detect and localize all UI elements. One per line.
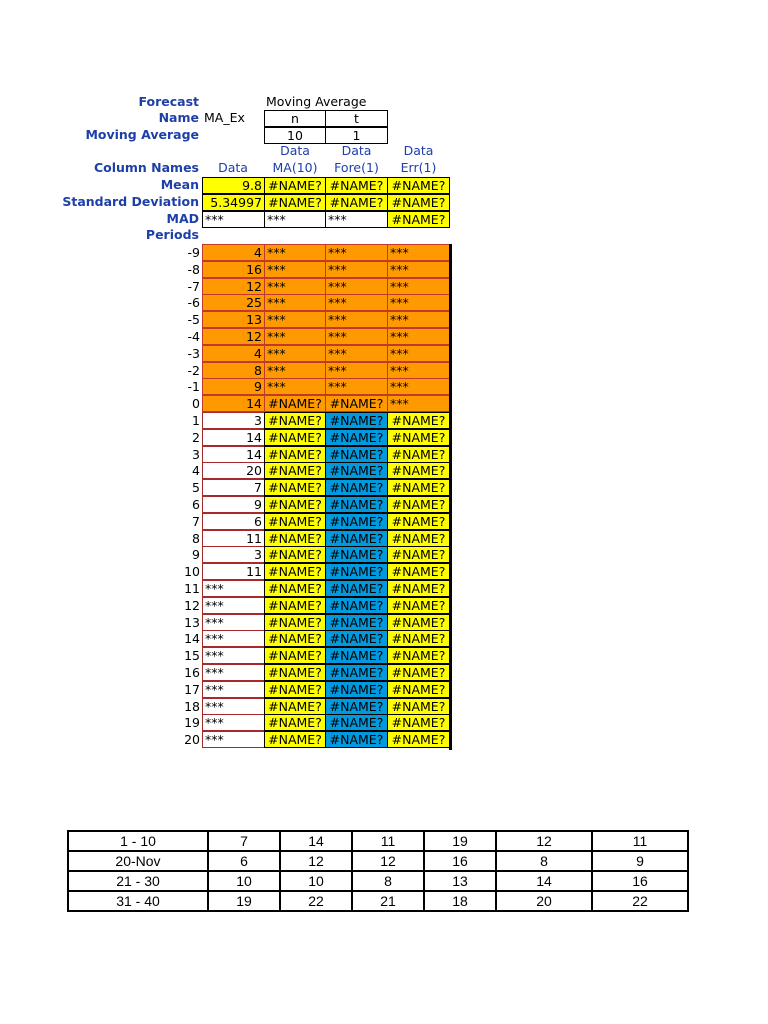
grid-cell[interactable]: #NAME? [264, 647, 326, 664]
table-cell[interactable]: 31 - 40 [68, 891, 208, 911]
table-cell[interactable]: 21 [352, 891, 424, 911]
grid-cell[interactable]: *** [202, 664, 265, 681]
grid-cell[interactable]: #NAME? [264, 513, 326, 530]
grid-cell[interactable]: #NAME? [325, 614, 388, 631]
period-number: -7 [187, 278, 200, 294]
grid-cell[interactable]: *** [264, 345, 326, 362]
table-cell[interactable]: 10 [280, 871, 352, 891]
period-number: 5 [192, 480, 200, 496]
grid-cell[interactable]: #NAME? [264, 731, 326, 748]
table-cell[interactable]: 14 [280, 831, 352, 851]
t-header: t [325, 110, 388, 127]
grid-cell[interactable]: *** [387, 328, 450, 345]
stat-cell[interactable]: #NAME? [264, 194, 326, 211]
grid-cell[interactable]: *** [387, 311, 450, 328]
col-header-ma: MA(10) [272, 160, 318, 175]
grid-cell[interactable]: *** [387, 362, 450, 379]
table-cell[interactable]: 6 [208, 851, 280, 871]
grid-cell[interactable]: #NAME? [387, 731, 450, 748]
period-number: 7 [192, 513, 200, 529]
grid-cell[interactable]: 12 [202, 328, 265, 345]
grid-cell[interactable]: #NAME? [325, 563, 388, 580]
grid-cell[interactable]: *** [325, 378, 388, 395]
moving-average-label: Moving Average [85, 127, 199, 142]
grid-cell[interactable]: #NAME? [325, 664, 388, 681]
grid-cell[interactable]: #NAME? [387, 513, 450, 530]
grid-cell[interactable]: *** [387, 261, 450, 278]
grid-cell[interactable]: #NAME? [264, 714, 326, 731]
grid-cell[interactable]: *** [325, 244, 388, 261]
grid-cell[interactable]: 7 [202, 479, 265, 496]
grid-cell[interactable]: *** [264, 244, 326, 261]
grid-cell[interactable]: #NAME? [325, 681, 388, 698]
grid-cell[interactable]: #NAME? [387, 614, 450, 631]
grid-cell[interactable]: *** [202, 698, 265, 715]
period-number: -3 [187, 345, 200, 361]
period-number: 3 [192, 446, 200, 462]
grid-cell[interactable]: 14 [202, 429, 265, 446]
period-number: 4 [192, 463, 200, 479]
stat-label: MAD [166, 211, 199, 226]
grid-cell[interactable]: *** [387, 244, 450, 261]
grid-cell[interactable]: *** [387, 395, 450, 412]
table-cell[interactable]: 11 [352, 831, 424, 851]
grid-cell[interactable]: *** [325, 261, 388, 278]
period-number: 0 [192, 396, 200, 412]
grid-cell[interactable]: #NAME? [325, 429, 388, 446]
table-cell[interactable]: 22 [592, 891, 688, 911]
grid-cell[interactable]: *** [202, 614, 265, 631]
grid-cell[interactable]: *** [264, 328, 326, 345]
grid-cell[interactable]: *** [325, 345, 388, 362]
period-number: 14 [184, 631, 200, 647]
table-cell[interactable]: 19 [424, 831, 496, 851]
grid-cell[interactable]: #NAME? [264, 530, 326, 547]
grid-cell[interactable]: #NAME? [264, 462, 326, 479]
grid-cell[interactable]: 14 [202, 395, 265, 412]
grid-cell[interactable]: #NAME? [325, 395, 388, 412]
grid-cell[interactable]: *** [387, 378, 450, 395]
grid-cell[interactable]: #NAME? [325, 496, 388, 513]
col-header-fore: Fore(1) [334, 160, 379, 175]
grid-cell[interactable]: *** [325, 362, 388, 379]
grid-cell[interactable]: #NAME? [325, 647, 388, 664]
grid-cell[interactable]: *** [202, 714, 265, 731]
grid-cell[interactable]: #NAME? [325, 479, 388, 496]
stat-cell[interactable]: 5.34997 [202, 194, 265, 211]
periods-label: Periods [145, 227, 199, 242]
grid-cell[interactable]: #NAME? [325, 630, 388, 647]
grid-cell[interactable]: 4 [202, 244, 265, 261]
grid-cell[interactable]: *** [264, 294, 326, 311]
period-number: 11 [184, 581, 200, 596]
table-row [68, 831, 688, 851]
grid-cell[interactable]: 25 [202, 294, 265, 311]
grid-cell[interactable]: *** [387, 345, 450, 362]
column-names-label: Column Names [93, 160, 199, 175]
grid-cell[interactable]: #NAME? [387, 412, 450, 429]
col-header-ma-line1: Data [280, 143, 310, 158]
grid-cell[interactable]: #NAME? [325, 462, 388, 479]
grid-cell[interactable]: #NAME? [387, 446, 450, 463]
stat-cell[interactable]: 9.8 [202, 177, 265, 194]
grid-cell[interactable]: 12 [202, 278, 265, 295]
grid-cell[interactable]: #NAME? [264, 664, 326, 681]
n-header: n [264, 110, 326, 127]
table-cell[interactable]: 20-Nov [68, 851, 208, 871]
table-cell[interactable]: 10 [208, 871, 280, 891]
table-cell[interactable]: 11 [592, 831, 688, 851]
period-number: 19 [184, 715, 200, 731]
period-number: 16 [184, 665, 200, 680]
grid-cell[interactable]: #NAME? [387, 681, 450, 698]
data-table [67, 830, 689, 912]
stat-cell[interactable]: #NAME? [325, 177, 388, 194]
grid-cell[interactable]: #NAME? [387, 664, 450, 681]
period-number: -1 [187, 379, 200, 395]
grid-cell[interactable]: 4 [202, 345, 265, 362]
grid-cell[interactable]: #NAME? [387, 580, 450, 597]
period-number: 2 [192, 429, 200, 445]
period-number: 10 [184, 564, 200, 580]
stat-cell[interactable]: #NAME? [387, 177, 450, 194]
stat-cell[interactable]: #NAME? [387, 194, 450, 211]
table-cell[interactable]: 18 [424, 891, 496, 911]
table-cell[interactable]: 16 [424, 851, 496, 871]
grid-cell[interactable]: *** [202, 597, 265, 614]
period-number: -6 [187, 295, 200, 311]
period-number: -8 [187, 261, 200, 277]
grid-cell[interactable]: 20 [202, 462, 265, 479]
grid-cell[interactable]: #NAME? [387, 698, 450, 715]
grid-cell[interactable]: #NAME? [264, 496, 326, 513]
grid-cell[interactable]: #NAME? [264, 630, 326, 647]
stat-cell[interactable]: *** [325, 211, 388, 228]
period-number: 15 [184, 648, 200, 664]
period-number: 1 [192, 413, 200, 428]
grid-cell[interactable]: *** [202, 630, 265, 647]
n-value[interactable]: 10 [264, 127, 326, 144]
stat-label: Standard Deviation [62, 194, 199, 209]
grid-cell[interactable]: #NAME? [387, 546, 450, 563]
grid-cell[interactable]: *** [325, 294, 388, 311]
grid-cell[interactable]: #NAME? [264, 446, 326, 463]
grid-cell[interactable]: #NAME? [264, 597, 326, 614]
grid-cell[interactable]: *** [264, 278, 326, 295]
grid-cell[interactable]: #NAME? [325, 546, 388, 563]
grid-cell[interactable]: #NAME? [387, 496, 450, 513]
table-cell[interactable]: 12 [496, 831, 592, 851]
stat-cell[interactable]: *** [264, 211, 326, 228]
grid-cell[interactable]: #NAME? [387, 563, 450, 580]
period-number: 20 [184, 732, 200, 748]
period-number: -2 [187, 362, 200, 378]
grid-right-border [449, 244, 452, 750]
grid-cell[interactable]: #NAME? [387, 597, 450, 614]
grid-cell[interactable]: 14 [202, 446, 265, 463]
grid-cell[interactable]: #NAME? [264, 698, 326, 715]
grid-cell[interactable]: #NAME? [264, 395, 326, 412]
table-cell[interactable]: 7 [208, 831, 280, 851]
grid-cell[interactable]: #NAME? [264, 429, 326, 446]
stat-cell[interactable]: *** [202, 211, 265, 228]
grid-cell[interactable]: #NAME? [264, 563, 326, 580]
name-value[interactable]: MA_Ex [204, 110, 245, 125]
grid-cell[interactable]: #NAME? [264, 681, 326, 698]
grid-cell[interactable]: #NAME? [264, 546, 326, 563]
stat-cell[interactable]: #NAME? [387, 211, 450, 228]
grid-cell[interactable]: 11 [202, 530, 265, 547]
col-header-fore-line1: Data [341, 143, 372, 158]
grid-cell[interactable]: *** [325, 328, 388, 345]
grid-cell[interactable]: #NAME? [325, 412, 388, 429]
table-row [68, 851, 688, 871]
table-cell[interactable]: 1 - 10 [68, 831, 208, 851]
grid-cell[interactable]: #NAME? [264, 412, 326, 429]
grid-cell[interactable]: 9 [202, 378, 265, 395]
grid-cell[interactable]: 3 [202, 412, 265, 429]
col-header-err-line1: Data [403, 143, 434, 158]
grid-cell[interactable]: #NAME? [387, 429, 450, 446]
table-cell[interactable]: 14 [496, 871, 592, 891]
grid-cell[interactable]: 8 [202, 362, 265, 379]
grid-cell[interactable]: *** [325, 311, 388, 328]
forecast-label: Forecast [138, 94, 199, 109]
grid-cell[interactable]: #NAME? [264, 479, 326, 496]
grid-cell[interactable]: #NAME? [387, 462, 450, 479]
grid-cell[interactable]: 13 [202, 311, 265, 328]
grid-cell[interactable]: #NAME? [325, 698, 388, 715]
grid-cell[interactable]: *** [202, 647, 265, 664]
grid-cell[interactable]: 6 [202, 513, 265, 530]
col-header-err: Err(1) [400, 160, 437, 175]
period-number: 18 [184, 698, 200, 714]
grid-cell[interactable]: 9 [202, 496, 265, 513]
period-number: 6 [192, 497, 200, 512]
stat-label: Mean [160, 177, 199, 192]
table-cell[interactable]: 12 [280, 851, 352, 871]
grid-cell[interactable]: #NAME? [325, 446, 388, 463]
table-cell[interactable]: 20 [496, 891, 592, 911]
stat-cell[interactable]: #NAME? [325, 194, 388, 211]
forecast-value[interactable]: Moving Average [266, 94, 367, 109]
grid-cell[interactable]: *** [202, 580, 265, 597]
grid-cell[interactable]: #NAME? [325, 731, 388, 748]
grid-cell[interactable]: #NAME? [264, 614, 326, 631]
table-row [68, 891, 688, 911]
grid-cell[interactable]: #NAME? [387, 630, 450, 647]
table-cell[interactable]: 8 [352, 871, 424, 891]
grid-cell[interactable]: #NAME? [325, 530, 388, 547]
grid-cell[interactable]: *** [264, 311, 326, 328]
grid-cell[interactable]: *** [264, 362, 326, 379]
table-row [68, 871, 688, 891]
grid-cell[interactable]: 3 [202, 546, 265, 563]
grid-cell[interactable]: *** [264, 261, 326, 278]
period-number: -4 [187, 329, 200, 344]
table-cell[interactable]: 12 [352, 851, 424, 871]
col-header-data: Data [218, 160, 248, 175]
grid-cell[interactable]: #NAME? [325, 714, 388, 731]
period-number: 8 [192, 530, 200, 546]
grid-cell[interactable]: 11 [202, 563, 265, 580]
grid-cell[interactable]: *** [387, 294, 450, 311]
grid-cell[interactable]: #NAME? [264, 580, 326, 597]
grid-cell[interactable]: #NAME? [325, 597, 388, 614]
grid-cell[interactable]: 16 [202, 261, 265, 278]
period-number: 9 [192, 547, 200, 563]
period-number: -5 [187, 312, 200, 328]
period-number: 17 [184, 681, 200, 697]
table-cell[interactable]: 22 [280, 891, 352, 911]
name-label: Name [158, 110, 199, 125]
grid-cell[interactable]: *** [202, 731, 265, 748]
stat-cell[interactable]: #NAME? [264, 177, 326, 194]
table-cell[interactable]: 13 [424, 871, 496, 891]
grid-cell[interactable]: *** [202, 681, 265, 698]
table-cell[interactable]: 16 [592, 871, 688, 891]
grid-cell[interactable]: *** [325, 278, 388, 295]
table-cell[interactable]: 21 - 30 [68, 871, 208, 891]
period-number: 13 [184, 614, 200, 630]
t-value[interactable]: 1 [325, 127, 388, 144]
period-number: -9 [187, 245, 200, 260]
table-cell[interactable]: 8 [496, 851, 592, 871]
grid-cell[interactable]: #NAME? [387, 479, 450, 496]
grid-cell[interactable]: #NAME? [325, 513, 388, 530]
grid-cell[interactable]: #NAME? [325, 580, 388, 597]
period-number: 12 [184, 597, 200, 613]
grid-cell[interactable]: #NAME? [387, 647, 450, 664]
grid-cell[interactable]: #NAME? [387, 530, 450, 547]
grid-cell[interactable]: *** [264, 378, 326, 395]
grid-cell[interactable]: *** [387, 278, 450, 295]
table-cell[interactable]: 9 [592, 851, 688, 871]
table-cell[interactable]: 19 [208, 891, 280, 911]
grid-cell[interactable]: #NAME? [387, 714, 450, 731]
